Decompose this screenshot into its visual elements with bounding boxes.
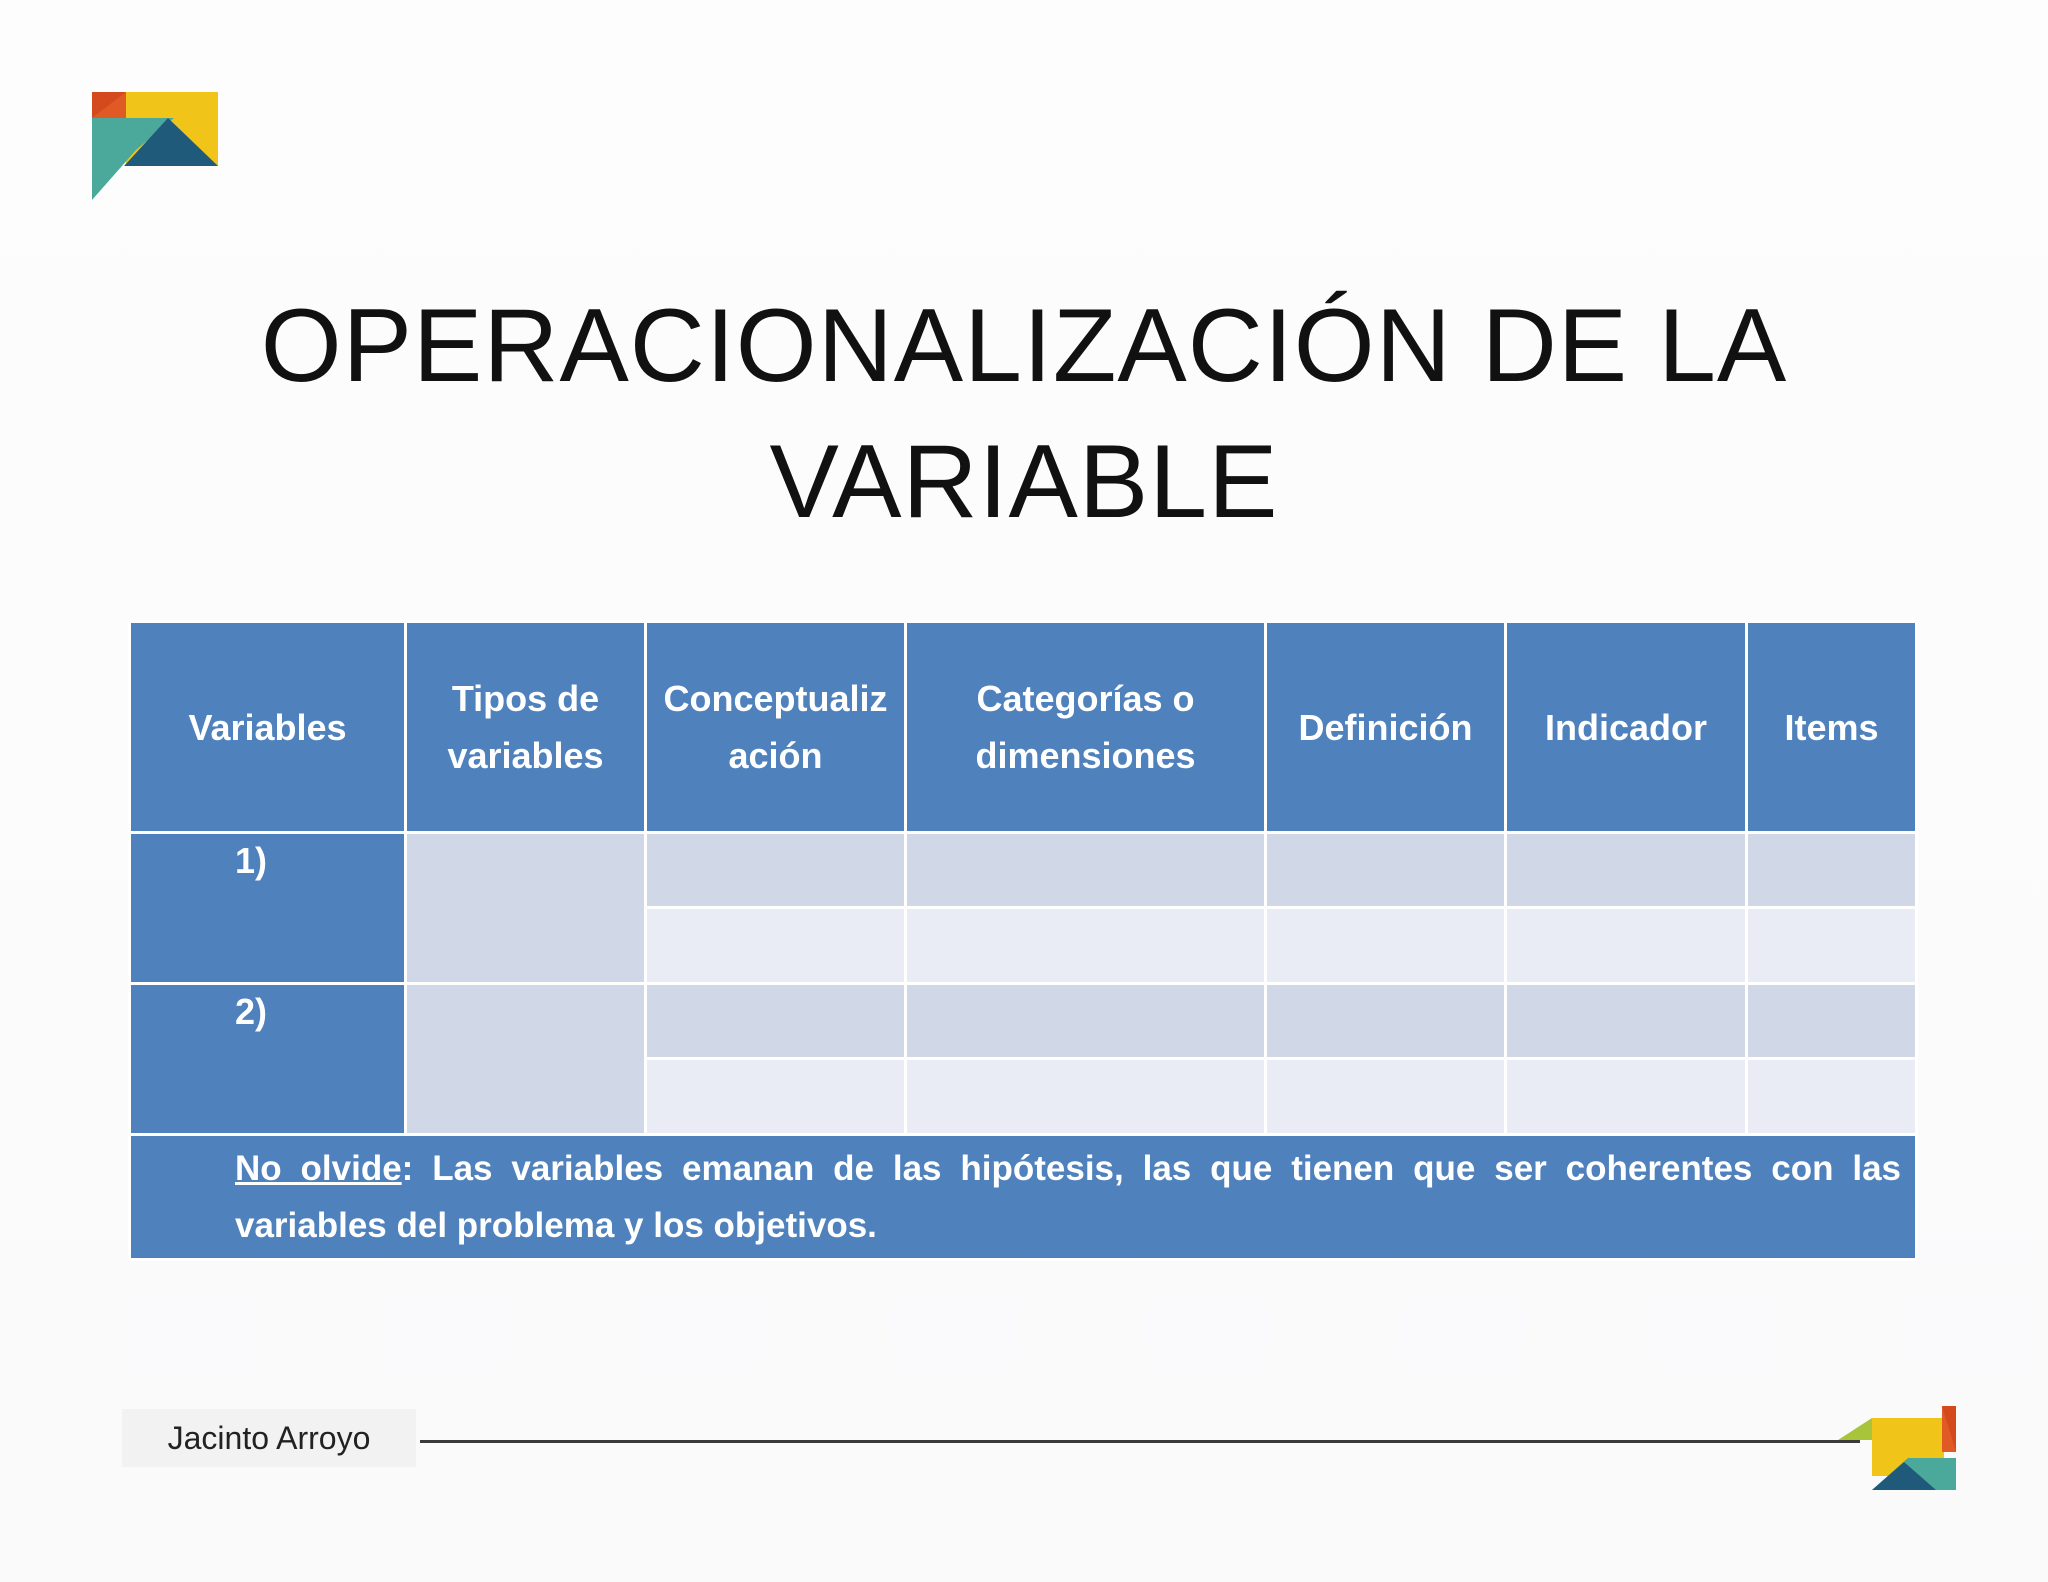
table-cell [1747, 908, 1917, 984]
table-cell [906, 833, 1266, 908]
header-label: Conceptualiz [663, 678, 888, 719]
title-line-2: VARIABLE [769, 424, 1279, 540]
header-label: Definición [1298, 706, 1473, 748]
table-cell [1506, 833, 1747, 908]
header-label: Categorías o [976, 678, 1195, 719]
header-label: dimensiones [975, 735, 1196, 776]
table-cell [1506, 1059, 1747, 1135]
variable-label: 2) [235, 991, 268, 1032]
header-label: Indicador [1544, 706, 1708, 748]
title-line-1: OPERACIONALIZACIÓN DE LA [260, 288, 1788, 404]
tipo-cell [406, 984, 646, 1135]
header-definicion [1266, 622, 1506, 833]
table-row [130, 833, 1917, 908]
variable-cell [130, 984, 406, 1135]
corporate-logo-icon [1838, 1406, 1956, 1490]
header-indicador [1506, 622, 1747, 833]
header-items [1747, 622, 1917, 833]
note-text: : Las variables emanan de las hipótesis, las que tienen que ser coherentes con las variables del problema y los objetivos. [235, 1149, 1901, 1245]
note-label: No olvide [235, 1149, 402, 1188]
operationalization-table [128, 620, 1918, 1261]
table-cell [1266, 908, 1506, 984]
note-row [130, 1135, 1917, 1260]
table-cell [1266, 833, 1506, 908]
note-cell [130, 1135, 1917, 1260]
header-categorias [906, 622, 1266, 833]
table-cell [1506, 908, 1747, 984]
table-cell [906, 984, 1266, 1059]
footer-divider [420, 1440, 1860, 1443]
table-cell [646, 984, 906, 1059]
table-cell [1266, 1059, 1506, 1135]
header-label: variables [447, 735, 604, 776]
table-cell [1506, 984, 1747, 1059]
table-cell [1266, 984, 1506, 1059]
table-cell [646, 908, 906, 984]
table-row [130, 984, 1917, 1059]
table-header-row [130, 622, 1917, 833]
page-title [0, 278, 2048, 550]
table-cell [906, 1059, 1266, 1135]
table-cell [1747, 984, 1917, 1059]
header-label: Variables [188, 706, 347, 748]
table-cell [646, 833, 906, 908]
table-cell [906, 908, 1266, 984]
header-tipos [406, 622, 646, 833]
author-label: Jacinto Arroyo [122, 1409, 416, 1467]
table-cell [1747, 1059, 1917, 1135]
corporate-logo-icon [92, 92, 218, 200]
header-label: ación [728, 735, 823, 776]
tipo-cell [406, 833, 646, 984]
header-variables [130, 622, 406, 833]
header-label: Items [1784, 706, 1879, 748]
table-cell [646, 1059, 906, 1135]
header-conceptualizacion [646, 622, 906, 833]
header-label: Tipos de [451, 678, 600, 719]
variable-cell [130, 833, 406, 984]
variable-label: 1) [235, 840, 268, 881]
table-cell [1747, 833, 1917, 908]
